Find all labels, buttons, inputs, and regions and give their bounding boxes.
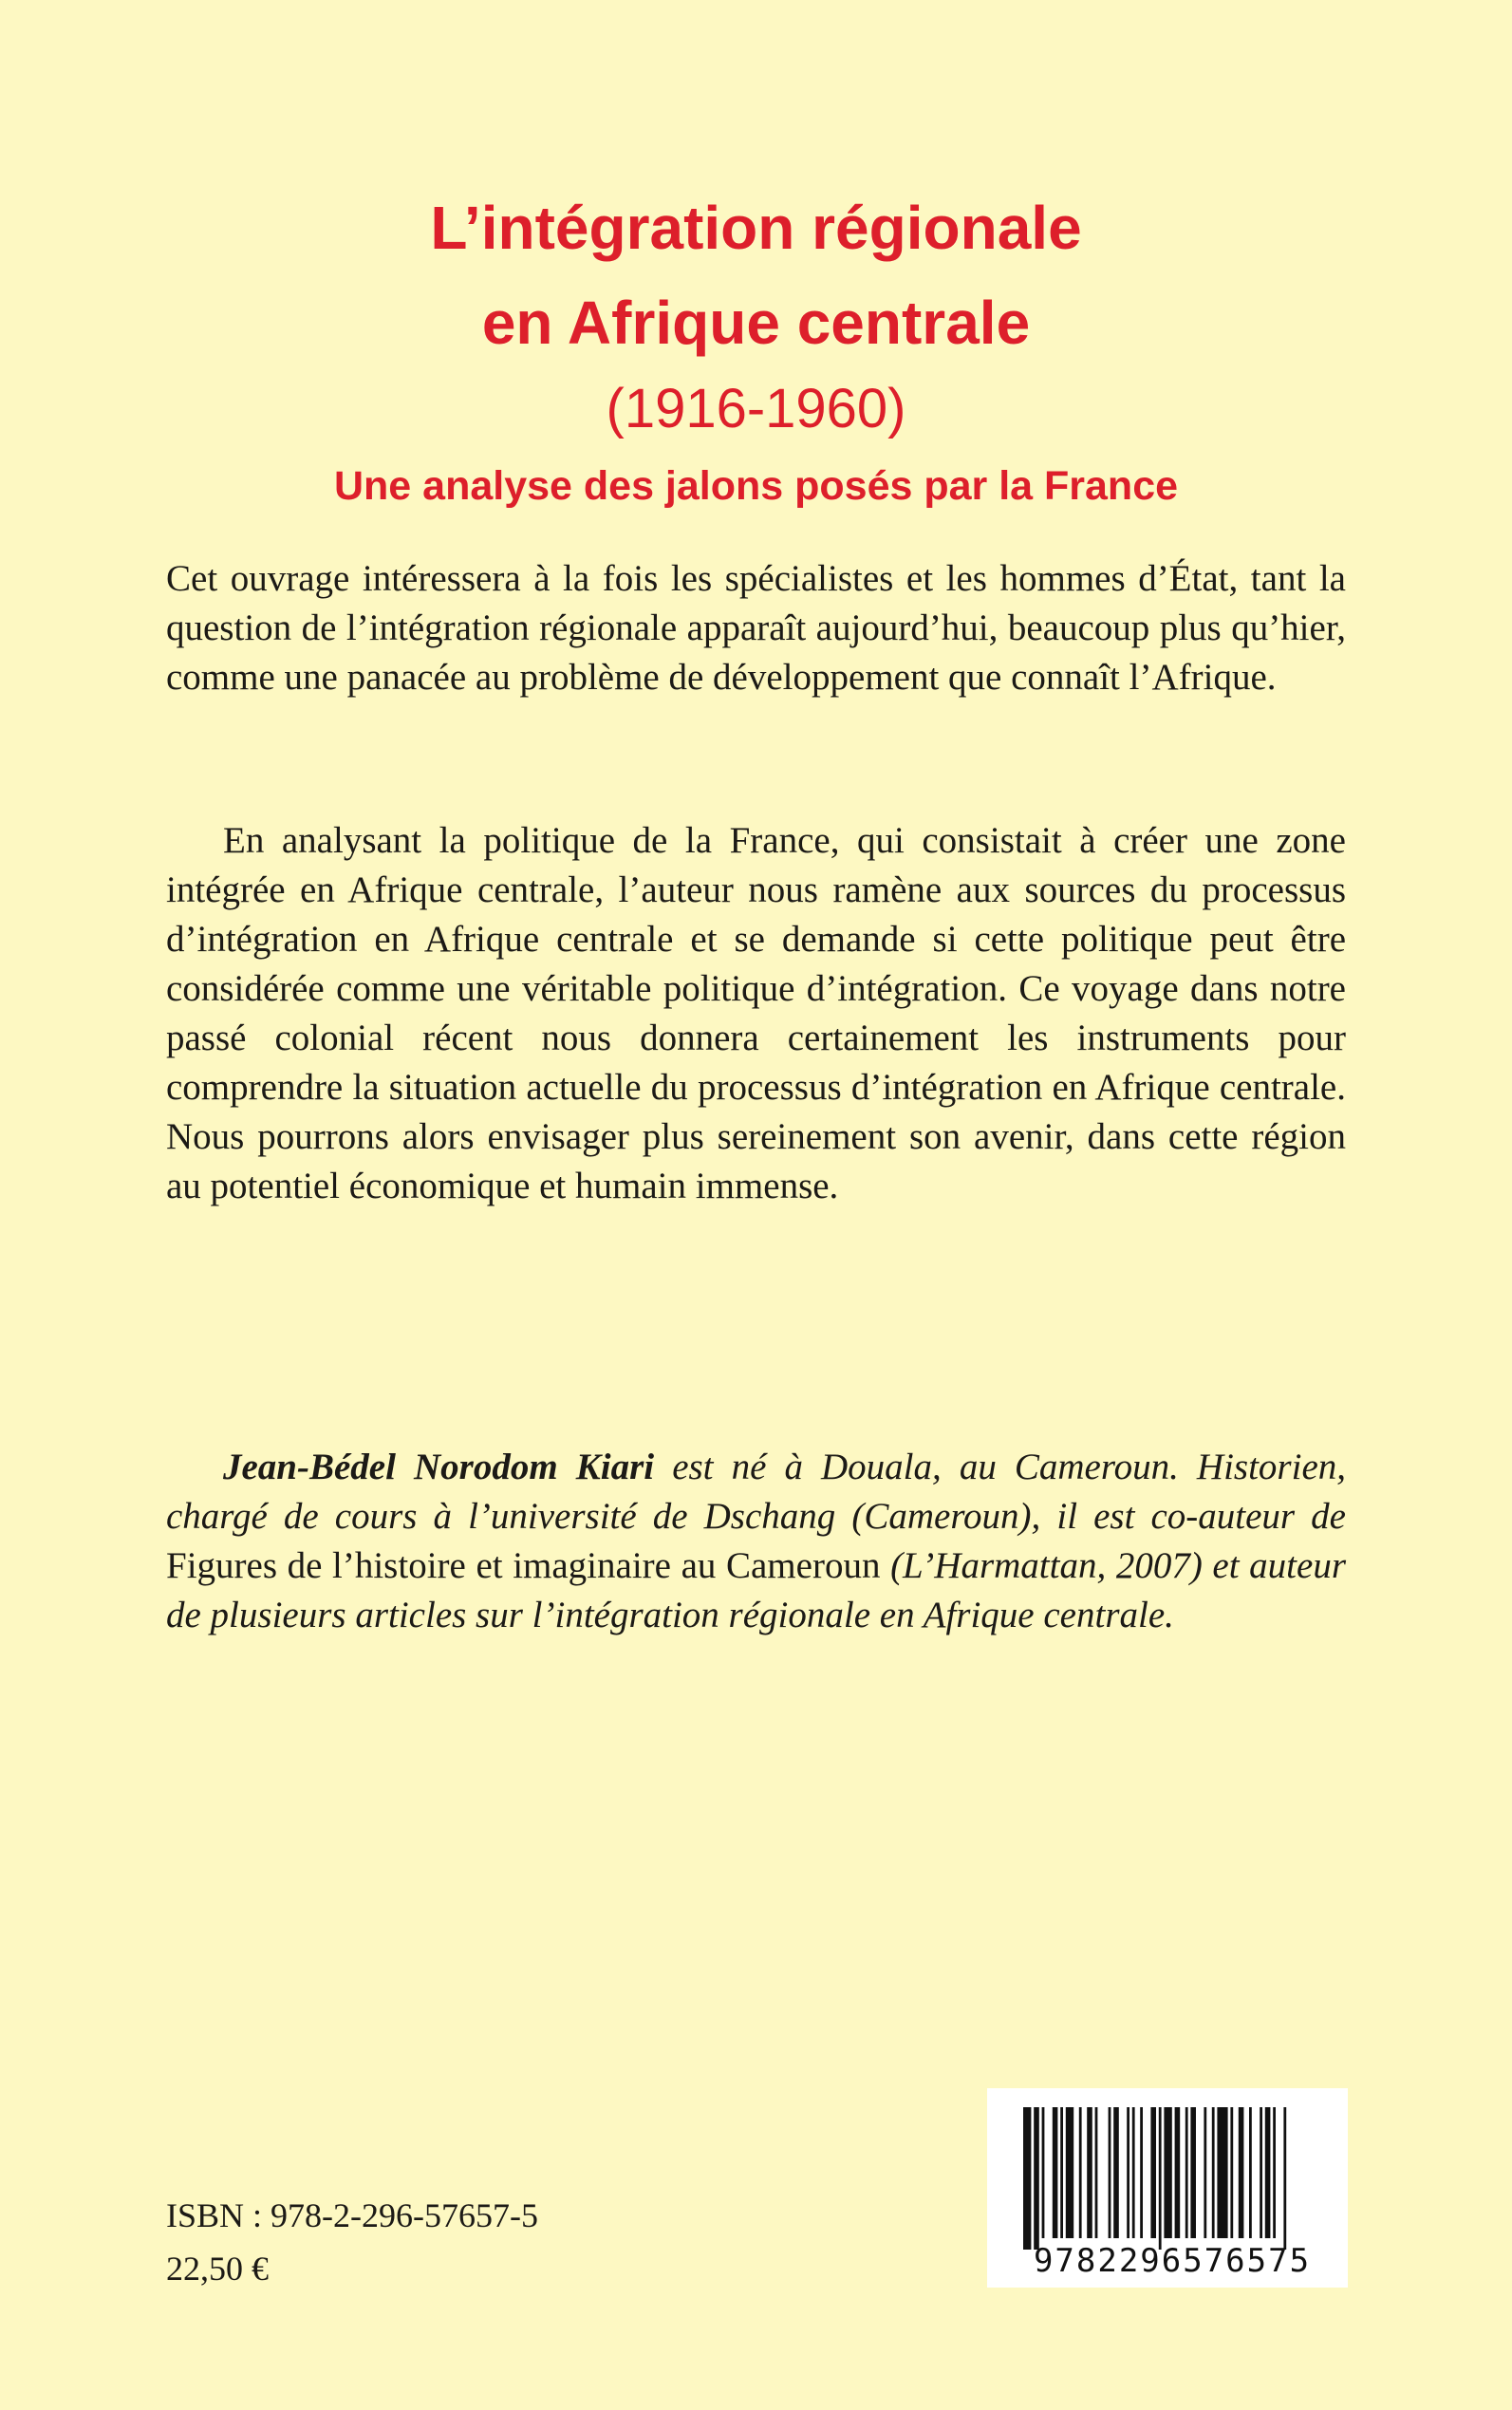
summary-text-2: En analysant la politique de la France, qui consistait à créer une zone intégrée en Afrique centrale, l’auteur nous ramène aux sources du processus d’intégration en Afrique centrale et se demande si cette politique peut être considérée comme une véritable politique d’intégration. Ce voyage dans notre passé colonial récent nous donnera certainement les instruments pour comprendre la situation actuelle du processus d’intégration en Afrique centrale. Nous pourrons alors envisager plus sereinement son avenir, dans cette région au potentiel économique et humain immense. [166, 820, 1346, 1206]
author-bio-part-1: est né à Douala, au Cameroun. Historien, chargé de cours à l’université de Dschang (Cameroun), il est co-auteur de [166, 1447, 1346, 1537]
barcode-bar [1079, 2107, 1082, 2238]
author-bio [166, 1443, 1346, 1640]
barcode-bar [1212, 2107, 1215, 2238]
barcode-bar [1164, 2107, 1171, 2238]
barcode-bar [1053, 2107, 1058, 2238]
barcode-bar [1127, 2107, 1129, 2238]
barcode-bar [1060, 2107, 1063, 2238]
barcode-bar [1087, 2107, 1092, 2238]
barcode-bar [1239, 2107, 1244, 2238]
barcode-bar [1132, 2107, 1135, 2238]
barcode-bar [1095, 2107, 1098, 2238]
author-bio-part-2: (L’Harmattan, 2007) et auteur de plusieurs articles sur l’intégration régionale en Afrique centrale. [166, 1545, 1346, 1635]
barcode-bar [1109, 2107, 1111, 2238]
barcode-bar [1230, 2107, 1233, 2238]
barcode-bar [1190, 2107, 1196, 2238]
title-block [0, 180, 1512, 524]
title-line-2: en Afrique centrale [481, 289, 1031, 357]
author-name: Jean-Bédel Norodom Kiari [223, 1447, 655, 1487]
barcode-bar [1185, 2107, 1188, 2238]
title-line-1: L’intégration régionale [430, 194, 1082, 262]
subtitle: Une analyse des jalons posés par la France [333, 463, 1179, 509]
barcode-bar [1249, 2107, 1252, 2238]
title-dates: (1916-1960) [606, 378, 906, 439]
barcode-bar [1042, 2107, 1045, 2238]
barcode [987, 2088, 1348, 2288]
barcode-number: 9782296576575 [1033, 2242, 1312, 2280]
barcode-bar [1023, 2107, 1031, 2250]
barcode-bar [1113, 2107, 1119, 2238]
price: 22,50 € [166, 2250, 269, 2288]
summary-paragraph-1 [166, 554, 1346, 702]
isbn: ISBN : 978-2-296-57657-5 [166, 2196, 538, 2234]
barcode-bar [1217, 2107, 1227, 2238]
barcode-bar [1140, 2107, 1143, 2238]
book-title: Figures de l’histoire et imaginaire au Cameroun [166, 1545, 881, 1586]
barcode-bar [1273, 2107, 1276, 2238]
barcode-bar [1159, 2107, 1162, 2250]
barcode-bar [1175, 2107, 1181, 2238]
barcode-bar [1265, 2107, 1271, 2238]
barcode-bar [1034, 2107, 1039, 2250]
barcode-bar [1204, 2107, 1206, 2238]
barcode-bar [1066, 2107, 1073, 2238]
barcode-bar [1260, 2107, 1262, 2238]
author-bio-text [166, 1443, 1346, 1640]
summary-text-1: Cet ouvrage intéressera à la fois les spécialistes et les hommes d’État, tant la question de l’intégration régionale apparaît aujourd’hui, beaucoup plus qu’hier, comme une panacée au problème de développement que connaît l’Afrique. [166, 558, 1346, 698]
barcode-bar [1150, 2107, 1156, 2238]
summary-paragraph-2 [166, 816, 1346, 1211]
barcode-bar [1283, 2107, 1286, 2250]
